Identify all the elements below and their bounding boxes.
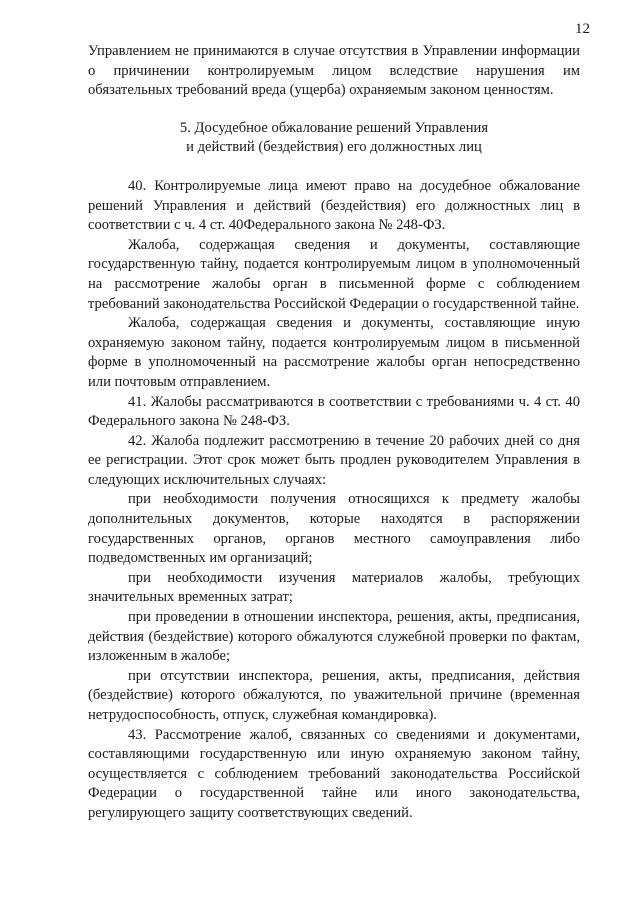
section-title-line-1: 5. Досудебное обжалование решений Управления xyxy=(179,119,489,136)
document-body xyxy=(88,42,580,824)
section-heading xyxy=(88,119,580,158)
section-title-line-2: и действий (бездействия) его должностных лиц xyxy=(186,139,482,156)
paragraph-other-secret-complaint: Жалоба, содержащая сведения и документы, составляющие иную охраняемую законом тайну, подается контролируемым лицом в письменной форме в уполномоченный на рассмотрение жалобы орган непосредственно или почтовым отправлением. xyxy=(88,315,580,390)
paragraph-42: 42. Жалоба подлежит рассмотрению в течение 20 рабочих дней со дня ее регистрации. Этот срок может быть продлен руководителем Управления в следующих исключительных случаях: xyxy=(88,432,580,488)
paragraph-42-case-inspection: при проведении в отношении инспектора, решения, акты, предписания, действия (бездействие) которого обжалуются служебной проверки по фактам, изложенным в жалобе; xyxy=(88,609,580,665)
paragraph-40: 40. Контролируемые лица имеют право на досудебное обжалование решений Управления и действий (бездействия) его должностных лиц в соответствии с ч. 4 ст. 40Федерального закона № 248-ФЗ. xyxy=(88,177,580,234)
paragraph-43: 43. Рассмотрение жалоб, связанных со сведениями и документами, составляющими государственную или иную охраняемую законом тайну, осуществляется с соблюдением требований законодательства Российской Федерации о государственной тайне или иного законодательства, регулирующего защиту соответствующих сведений. xyxy=(88,726,580,821)
paragraph-42-case-absence: при отсутствии инспектора, решения, акты, предписания, действия (бездействие) которого обжалуются, по уважительной причине (временная нетрудоспособность, отпуск, служебная командировка). xyxy=(88,667,580,723)
paragraph-41: 41. Жалобы рассматриваются в соответствии с требованиями ч. 4 ст. 40 Федерального закона № 248-ФЗ. xyxy=(88,393,580,430)
paragraph-42-case-materials: при необходимости изучения материалов жалобы, требующих значительных временных затрат; xyxy=(88,569,580,606)
paragraph-42-case-documents: при необходимости получения относящихся к предмету жалобы дополнительных документов, которые находятся в распоряжении государственных органов, органов местного самоуправления либо подведомственных им организаций; xyxy=(88,491,580,567)
paragraph-state-secret-complaint: Жалоба, содержащая сведения и документы, составляющие государственную тайну, подается контролируемым лицом в уполномоченный на рассмотрение жалобы орган в письменной форме с соблюдением требований законодательства Российской Федерации о государственной тайне. xyxy=(88,236,580,312)
intro-paragraph: Управлением не принимаются в случае отсутствия в Управлении информации о причинении контролируемым лицом вследствие нарушения им обязательных требований вреда (ущерба) охраняемым законом ценностям. xyxy=(88,43,580,99)
page-number: 12 xyxy=(575,21,590,37)
